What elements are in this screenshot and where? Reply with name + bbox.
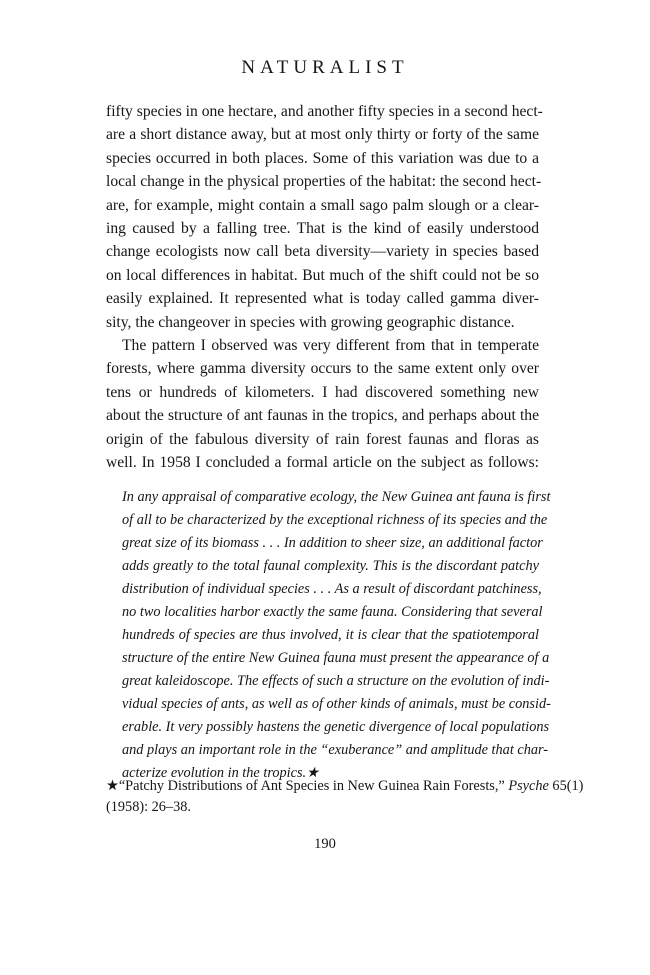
footnote-volume: 65(1) [548, 778, 584, 794]
footnote-line-1 [106, 776, 584, 797]
footnote-journal: Psyche [508, 778, 549, 794]
quote-line: adds greatly to the total faunal complexity. This is the discordant patchy [122, 558, 539, 574]
text-line: about the structure of ant faunas in the tropics, and perhaps about the [106, 407, 539, 425]
text-line: well. In 1958 I concluded a formal article on the subject as follows: [106, 453, 539, 471]
text-line: tens or hundreds of kilometers. I had discovered something new [106, 383, 539, 401]
paragraph-2 [106, 334, 539, 474]
quote-line: vidual species of ants, as well as of other kinds of animals, must be consid- [122, 696, 551, 712]
footnote [106, 776, 584, 817]
quote-line: no two localities harbor exactly the same fauna. Considering that several [122, 604, 543, 620]
quote-line: In any appraisal of comparative ecology, the New Guinea ant fauna is first [122, 489, 551, 505]
block-quote [122, 486, 551, 785]
quote-line: acterize evolution in the tropics.★ [122, 765, 319, 781]
running-head: NATURALIST [241, 57, 409, 78]
text-line: are, for example, might contain a small sago palm slough or a clear- [106, 196, 539, 214]
text-line: are a short distance away, but at most only thirty or forty of the same [106, 126, 539, 144]
text-line: fifty species in one hectare, and another fifty species in a second hect- [106, 103, 543, 120]
quote-line: of all to be characterized by the exceptional richness of its species and the [122, 512, 548, 528]
quote-line: great size of its biomass . . . In addition to sheer size, an additional factor [122, 535, 543, 551]
quote-line: great kaleidoscope. The effects of such a structure on the evolution of indi- [122, 673, 550, 689]
quote-line: distribution of individual species . . . As a result of discordant patchiness, [122, 581, 542, 597]
text-line: species occurred in both places. Some of this variation was due to a [106, 149, 539, 167]
text-line: change ecologists now call beta diversity—variety in species based [106, 243, 539, 261]
text-line: on local differences in habitat. But much of the shift could not be so [106, 266, 539, 284]
text-line: easily explained. It represented what is today called gamma diver- [106, 290, 539, 308]
quote-line: erable. It very possibly hastens the genetic divergence of local populations [122, 719, 550, 735]
text-line: The pattern I observed was very different from that in temperate [122, 337, 539, 354]
text-line: sity, the changeover in species with growing geographic distance. [106, 313, 515, 331]
text-line: forests, where gamma diversity occurs to the same extent only over [106, 360, 539, 378]
page-number: 190 [314, 836, 336, 852]
text-line: origin of the fabulous diversity of rain forest faunas and floras as [106, 430, 539, 448]
quote-line: hundreds of species are thus involved, it is clear that the spatiotemporal [122, 627, 539, 643]
quote-line: structure of the entire New Guinea fauna must present the appearance of a [122, 650, 550, 666]
footnote-line-2: (1958): 26–38. [106, 798, 191, 815]
text-line: ing caused by a falling tree. That is the kind of easily understood [106, 219, 539, 237]
paragraph-1 [106, 100, 543, 334]
footnote-title: ★“Patchy Distributions of Ant Species in New Guinea Rain Forests,” [106, 778, 509, 794]
quote-line: and plays an important role in the “exuberance” and amplitude that char- [122, 742, 549, 758]
text-line: local change in the physical properties of the habitat: the second hect- [106, 173, 542, 191]
